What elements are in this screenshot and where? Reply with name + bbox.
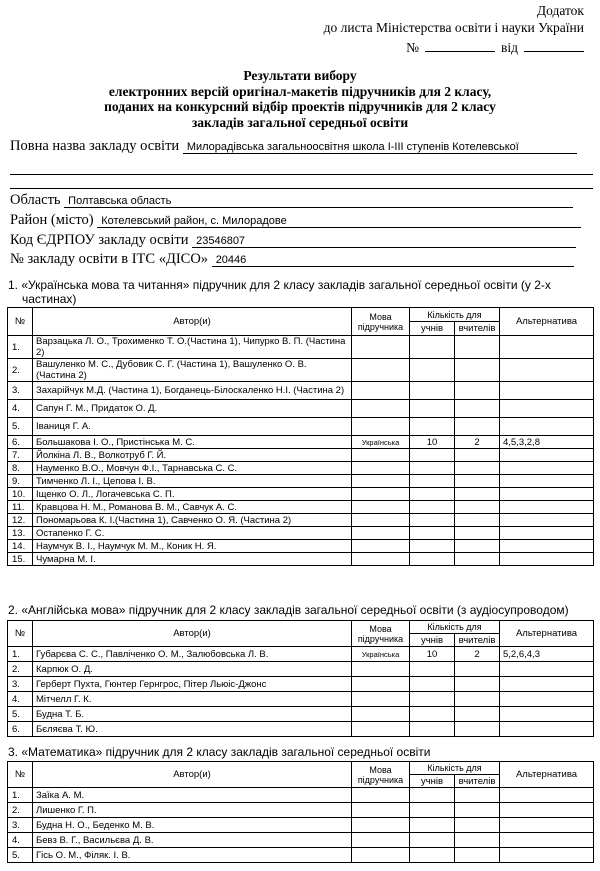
row-number: 5. xyxy=(8,707,33,722)
number-label: № xyxy=(406,40,419,55)
document-title xyxy=(0,68,600,130)
row-author: Остапенко Г. С. xyxy=(33,527,352,540)
row-number: 3. xyxy=(8,382,33,400)
row-alternative xyxy=(500,707,594,722)
col-header-alternative: Альтернатива xyxy=(500,621,594,647)
row-students xyxy=(410,336,455,359)
table-row xyxy=(8,553,594,566)
row-students: 10 xyxy=(410,647,455,662)
row-number: 3. xyxy=(8,677,33,692)
row-alternative xyxy=(500,818,594,833)
title-line-1: Результати вибору xyxy=(243,68,357,83)
col-header-num: № xyxy=(8,308,33,336)
row-author: Вашуленко М. С., Дубовик С. Г. (Частина 1), Вашуленко О. В. (Частина 2) xyxy=(33,359,352,382)
row-students xyxy=(410,788,455,803)
from-label: від xyxy=(501,40,518,55)
row-students xyxy=(410,475,455,488)
row-author: Іваниця Г. А. xyxy=(33,418,352,436)
appendix-label: Додаток xyxy=(536,3,584,18)
col-header-author: Автор(и) xyxy=(33,308,352,336)
row-teachers xyxy=(455,848,500,863)
row-author: Пономарьова К. І.(Частина 1), Савченко О. Я. (Частина 2) xyxy=(33,514,352,527)
letter-number-line xyxy=(406,40,584,56)
col-header-language: Мова підручника xyxy=(352,621,410,647)
row-number: 1. xyxy=(8,647,33,662)
row-students xyxy=(410,527,455,540)
section-1-heading-line-2: частинах) xyxy=(22,292,77,306)
col-header-quantity: Кількість для xyxy=(410,762,500,775)
row-alternative xyxy=(500,527,594,540)
row-language xyxy=(352,818,410,833)
row-language: Українська xyxy=(352,436,410,449)
row-students xyxy=(410,553,455,566)
table-row xyxy=(8,449,594,462)
section-3-heading-line-1: 3. «Математика» підручник для 2 класу закладів загальної середньої освіти xyxy=(8,745,431,759)
col-header-num: № xyxy=(8,621,33,647)
col-header-teachers: вчителів xyxy=(455,322,500,336)
row-author: Лишенко Г. П. xyxy=(33,803,352,818)
row-students xyxy=(410,488,455,501)
row-author: Будна Н. О., Беденко М. В. xyxy=(33,818,352,833)
table-row xyxy=(8,848,594,863)
blank-line-2 xyxy=(10,188,593,189)
row-number: 4. xyxy=(8,833,33,848)
row-students xyxy=(410,707,455,722)
title-line-3: поданих на конкурсний відбір проектів підручників для 2 класу xyxy=(104,99,496,114)
date-blank xyxy=(524,51,584,52)
row-alternative xyxy=(500,462,594,475)
row-students xyxy=(410,803,455,818)
row-number: 5. xyxy=(8,418,33,436)
col-header-teachers: вчителів xyxy=(455,634,500,647)
full-name-label: Повна назва закладу освіти xyxy=(10,138,180,154)
table-row xyxy=(8,677,594,692)
row-teachers xyxy=(455,488,500,501)
section-1-table xyxy=(7,307,594,566)
table-row xyxy=(8,475,594,488)
row-number: 11. xyxy=(8,501,33,514)
row-teachers xyxy=(455,833,500,848)
row-teachers xyxy=(455,514,500,527)
table-row xyxy=(8,514,594,527)
row-language xyxy=(352,400,410,418)
row-number: 8. xyxy=(8,462,33,475)
title-line-2: електронних версій оригінал-макетів підручників для 2 класу, xyxy=(108,83,492,99)
row-author: Наумчук В. І., Наумчук М. М., Коник Н. Я. xyxy=(33,540,352,553)
row-alternative: 4,5,3,2,8 xyxy=(500,436,594,449)
table-row xyxy=(8,707,594,722)
region-field xyxy=(10,192,573,209)
table-row xyxy=(8,488,594,501)
col-header-num: № xyxy=(8,762,33,788)
col-header-author: Автор(и) xyxy=(33,621,352,647)
col-header-alternative: Альтернатива xyxy=(500,762,594,788)
row-teachers xyxy=(455,462,500,475)
row-number: 6. xyxy=(8,436,33,449)
blank-line-1 xyxy=(10,174,593,175)
row-language xyxy=(352,501,410,514)
row-students xyxy=(410,382,455,400)
row-number: 10. xyxy=(8,488,33,501)
row-number: 13. xyxy=(8,527,33,540)
row-alternative xyxy=(500,677,594,692)
row-language xyxy=(352,527,410,540)
row-students xyxy=(410,662,455,677)
row-language xyxy=(352,336,410,359)
row-teachers xyxy=(455,475,500,488)
row-author: Варзацька Л. О., Трохименко Т. О.(Частина 1), Чипурко В. П. (Частина 2) xyxy=(33,336,352,359)
col-header-students: учнів xyxy=(410,775,455,788)
col-header-teachers: вчителів xyxy=(455,775,500,788)
row-author: Бевз В. Г., Васильєва Д. В. xyxy=(33,833,352,848)
row-teachers xyxy=(455,553,500,566)
row-number: 5. xyxy=(8,848,33,863)
table-row xyxy=(8,692,594,707)
row-author: Кравцова Н. М., Романова В. М., Савчук А. С. xyxy=(33,501,352,514)
table-row xyxy=(8,436,594,449)
col-header-quantity: Кількість для xyxy=(410,621,500,634)
district-value: Котелевський район, с. Милорадове xyxy=(97,215,581,228)
row-alternative xyxy=(500,833,594,848)
row-language xyxy=(352,707,410,722)
table-row xyxy=(8,722,594,737)
row-students xyxy=(410,514,455,527)
row-alternative xyxy=(500,514,594,527)
row-number: 9. xyxy=(8,475,33,488)
row-language xyxy=(352,382,410,400)
table-row xyxy=(8,788,594,803)
col-header-author: Автор(и) xyxy=(33,762,352,788)
row-language: Українська xyxy=(352,647,410,662)
table-row xyxy=(8,540,594,553)
title-line-4: закладів загальної середньої освіти xyxy=(191,114,409,130)
row-number: 1. xyxy=(8,788,33,803)
row-author: Большакова І. О., Пристінська М. С. xyxy=(33,436,352,449)
row-teachers xyxy=(455,692,500,707)
row-alternative xyxy=(500,848,594,863)
row-students xyxy=(410,722,455,737)
row-language xyxy=(352,833,410,848)
table-row xyxy=(8,647,594,662)
row-alternative xyxy=(500,336,594,359)
full-name-field xyxy=(10,138,577,155)
row-students xyxy=(410,359,455,382)
row-teachers xyxy=(455,788,500,803)
row-alternative xyxy=(500,418,594,436)
col-header-language: Мова підручника xyxy=(352,762,410,788)
row-students xyxy=(410,462,455,475)
col-header-alternative: Альтернатива xyxy=(500,308,594,336)
row-author: Захарійчук М.Д. (Частина 1), Богданець-Білоскаленко Н.І. (Частина 2) xyxy=(33,382,352,400)
row-teachers: 2 xyxy=(455,647,500,662)
row-language xyxy=(352,692,410,707)
row-number: 6. xyxy=(8,722,33,737)
region-label: Область xyxy=(10,192,61,208)
row-language xyxy=(352,418,410,436)
row-alternative xyxy=(500,475,594,488)
row-language xyxy=(352,475,410,488)
row-teachers xyxy=(455,803,500,818)
row-language xyxy=(352,540,410,553)
row-students xyxy=(410,677,455,692)
table-row xyxy=(8,418,594,436)
table-row xyxy=(8,662,594,677)
row-alternative xyxy=(500,722,594,737)
row-number: 2. xyxy=(8,662,33,677)
letter-reference: до листа Міністерства освіти і науки України xyxy=(323,20,584,35)
row-students: 10 xyxy=(410,436,455,449)
its-label: № закладу освіти в ІТС «ДІСО» xyxy=(10,251,209,267)
section-1-heading xyxy=(8,278,551,306)
row-number: 7. xyxy=(8,449,33,462)
row-students xyxy=(410,449,455,462)
table-row xyxy=(8,527,594,540)
row-language xyxy=(352,788,410,803)
table-row xyxy=(8,400,594,418)
row-number: 15. xyxy=(8,553,33,566)
table-row xyxy=(8,803,594,818)
row-alternative xyxy=(500,382,594,400)
section-2-heading xyxy=(8,603,569,617)
section-2-table xyxy=(7,620,594,737)
row-author: Будна Т. Б. xyxy=(33,707,352,722)
row-language xyxy=(352,514,410,527)
row-language xyxy=(352,722,410,737)
row-teachers xyxy=(455,400,500,418)
section-3-table xyxy=(7,761,594,863)
full-name-value: Милорадівська загальноосвітня школа І-ІІІ ступенів Котелевської xyxy=(183,141,577,154)
number-blank xyxy=(425,51,495,52)
row-students xyxy=(410,833,455,848)
table-row xyxy=(8,501,594,514)
row-language xyxy=(352,677,410,692)
table-row xyxy=(8,833,594,848)
row-teachers xyxy=(455,382,500,400)
row-alternative xyxy=(500,400,594,418)
col-header-language: Мова підручника xyxy=(352,308,410,336)
row-teachers xyxy=(455,540,500,553)
row-number: 12. xyxy=(8,514,33,527)
row-teachers xyxy=(455,501,500,514)
row-teachers xyxy=(455,662,500,677)
district-label: Район (місто) xyxy=(10,212,94,228)
row-alternative xyxy=(500,501,594,514)
row-number: 3. xyxy=(8,818,33,833)
col-header-students: учнів xyxy=(410,322,455,336)
row-author: Чумарна М. І. xyxy=(33,553,352,566)
row-students xyxy=(410,848,455,863)
row-students xyxy=(410,540,455,553)
col-header-quantity: Кількість для xyxy=(410,308,500,322)
row-number: 14. xyxy=(8,540,33,553)
edrpou-field xyxy=(10,232,576,249)
table-row xyxy=(8,382,594,400)
row-author: Науменко В.О., Мовчун Ф.І., Тарнавська С. С. xyxy=(33,462,352,475)
row-alternative xyxy=(500,803,594,818)
row-teachers xyxy=(455,418,500,436)
row-language xyxy=(352,488,410,501)
row-language xyxy=(352,449,410,462)
row-author: Іщенко О. Л., Логачевська С. П. xyxy=(33,488,352,501)
row-author: Бєляєва Т. Ю. xyxy=(33,722,352,737)
its-field xyxy=(10,251,574,268)
row-number: 4. xyxy=(8,400,33,418)
row-author: Герберт Пухта, Гюнтер Гернгрос, Пітер Льюіс-Джонс xyxy=(33,677,352,692)
row-teachers xyxy=(455,677,500,692)
row-students xyxy=(410,418,455,436)
row-alternative xyxy=(500,692,594,707)
row-author: Карпюк О. Д. xyxy=(33,662,352,677)
row-alternative xyxy=(500,662,594,677)
row-alternative: 5,2,6,4,3 xyxy=(500,647,594,662)
row-teachers xyxy=(455,722,500,737)
row-students xyxy=(410,692,455,707)
row-author: Йолкіна Л. В., Волкотруб Г. Й. xyxy=(33,449,352,462)
row-teachers xyxy=(455,707,500,722)
table-row xyxy=(8,336,594,359)
row-number: 1. xyxy=(8,336,33,359)
row-language xyxy=(352,803,410,818)
section-1-heading-line-1: 1. «Українська мова та читання» підручник для 2 класу закладів загальної середньої освіти (у 2-х xyxy=(8,278,551,292)
edrpou-value: 23546807 xyxy=(192,235,576,248)
row-teachers xyxy=(455,449,500,462)
row-author: Сапун Г. М., Придаток О. Д. xyxy=(33,400,352,418)
row-teachers xyxy=(455,527,500,540)
table-row xyxy=(8,462,594,475)
row-language xyxy=(352,848,410,863)
row-alternative xyxy=(500,488,594,501)
region-value: Полтавська область xyxy=(64,195,573,208)
row-author: Заїка А. М. xyxy=(33,788,352,803)
row-teachers xyxy=(455,359,500,382)
row-author: Мітчелл Г. К. xyxy=(33,692,352,707)
row-number: 4. xyxy=(8,692,33,707)
row-students xyxy=(410,400,455,418)
row-students xyxy=(410,818,455,833)
row-language xyxy=(352,462,410,475)
row-author: Тимченко Л. І., Цепова І. В. xyxy=(33,475,352,488)
row-number: 2. xyxy=(8,359,33,382)
row-author: Губарєва С. С., Павліченко О. М., Залюбовська Л. В. xyxy=(33,647,352,662)
edrpou-label: Код ЄДРПОУ закладу освіти xyxy=(10,232,189,248)
row-language xyxy=(352,553,410,566)
row-alternative xyxy=(500,788,594,803)
section-2-heading-line-1: 2. «Англійська мова» підручник для 2 класу закладів загальної середньої освіти (з аудіосупроводом) xyxy=(8,603,569,617)
row-language xyxy=(352,662,410,677)
district-field xyxy=(10,212,581,229)
col-header-students: учнів xyxy=(410,634,455,647)
section-3-heading xyxy=(8,745,430,759)
row-author: Гісь О. М., Філяк. І. В. xyxy=(33,848,352,863)
row-teachers xyxy=(455,818,500,833)
table-row xyxy=(8,359,594,382)
row-students xyxy=(410,501,455,514)
its-value: 20446 xyxy=(212,254,574,267)
row-teachers xyxy=(455,336,500,359)
row-alternative xyxy=(500,540,594,553)
row-alternative xyxy=(500,553,594,566)
row-alternative xyxy=(500,359,594,382)
row-language xyxy=(352,359,410,382)
row-alternative xyxy=(500,449,594,462)
row-teachers: 2 xyxy=(455,436,500,449)
row-number: 2. xyxy=(8,803,33,818)
table-row xyxy=(8,818,594,833)
